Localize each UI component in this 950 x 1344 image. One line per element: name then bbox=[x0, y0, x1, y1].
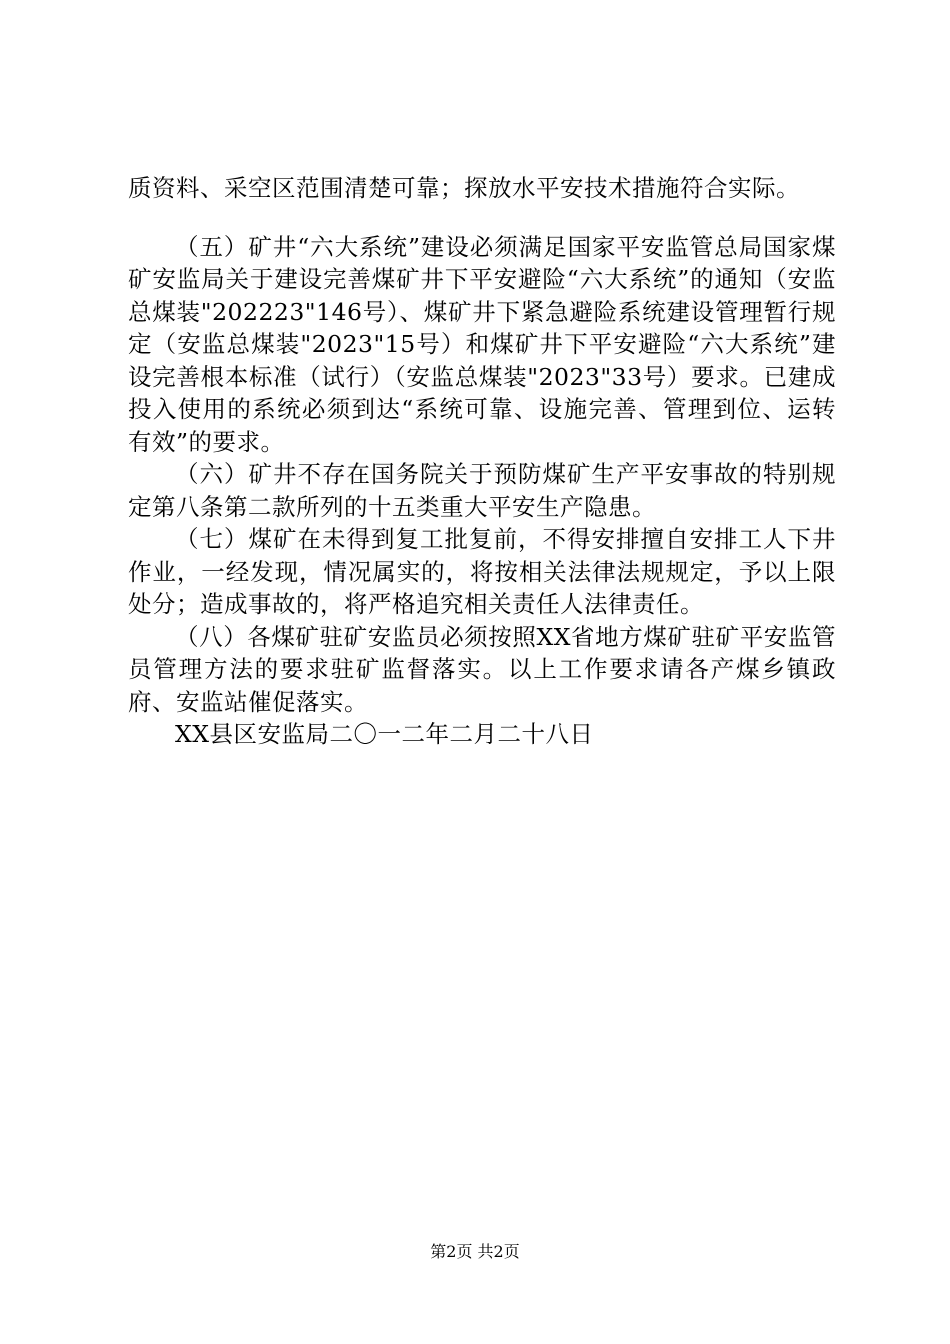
signature-line: XX县区安监局二〇一二年二月二十八日 bbox=[175, 720, 594, 748]
paragraph-continuation: 质资料、采空区范围清楚可靠；探放水平安技术措施符合实际。 bbox=[128, 174, 800, 202]
paragraph-item-6: （六）矿井不存在国务院关于预防煤矿生产平安事故的特别规定第八条第二款所列的十五类重大平安生产隐患。 bbox=[128, 460, 836, 521]
page-number: 第2页 共2页 bbox=[430, 1242, 520, 1261]
document-body bbox=[128, 172, 836, 751]
paragraph-item-5: （五）矿井“六大系统”建设必须满足国家平安监管总局国家煤矿安监局关于建设完善煤矿井下平安避险“六大系统”的通知（安监总煤装"202223"146号）、煤矿井下紧急避险系统建设管理暂行规定（安监总煤装"2023"15号）和煤矿井下平安避险“六大系统”建设完善根本标准（试行）（安监总煤装"2023"33号）要求。已建成投入使用的系统必须到达“系统可靠、设施完善、管理到位、运转有效”的要求。 bbox=[128, 232, 836, 456]
paragraph-item-7: （七）煤矿在未得到复工批复前，不得安排擅自安排工人下井作业，一经发现，情况属实的，将按相关法律法规规定，予以上限处分；造成事故的，将严格追究相关责任人法律责任。 bbox=[128, 525, 836, 618]
page-footer bbox=[0, 1242, 950, 1262]
paragraph-item-8: （八）各煤矿驻矿安监员必须按照XX省地方煤矿驻矿平安监管员管理方法的要求驻矿监督落实。以上工作要求请各产煤乡镇政府、安监站催促落实。 bbox=[128, 622, 836, 716]
